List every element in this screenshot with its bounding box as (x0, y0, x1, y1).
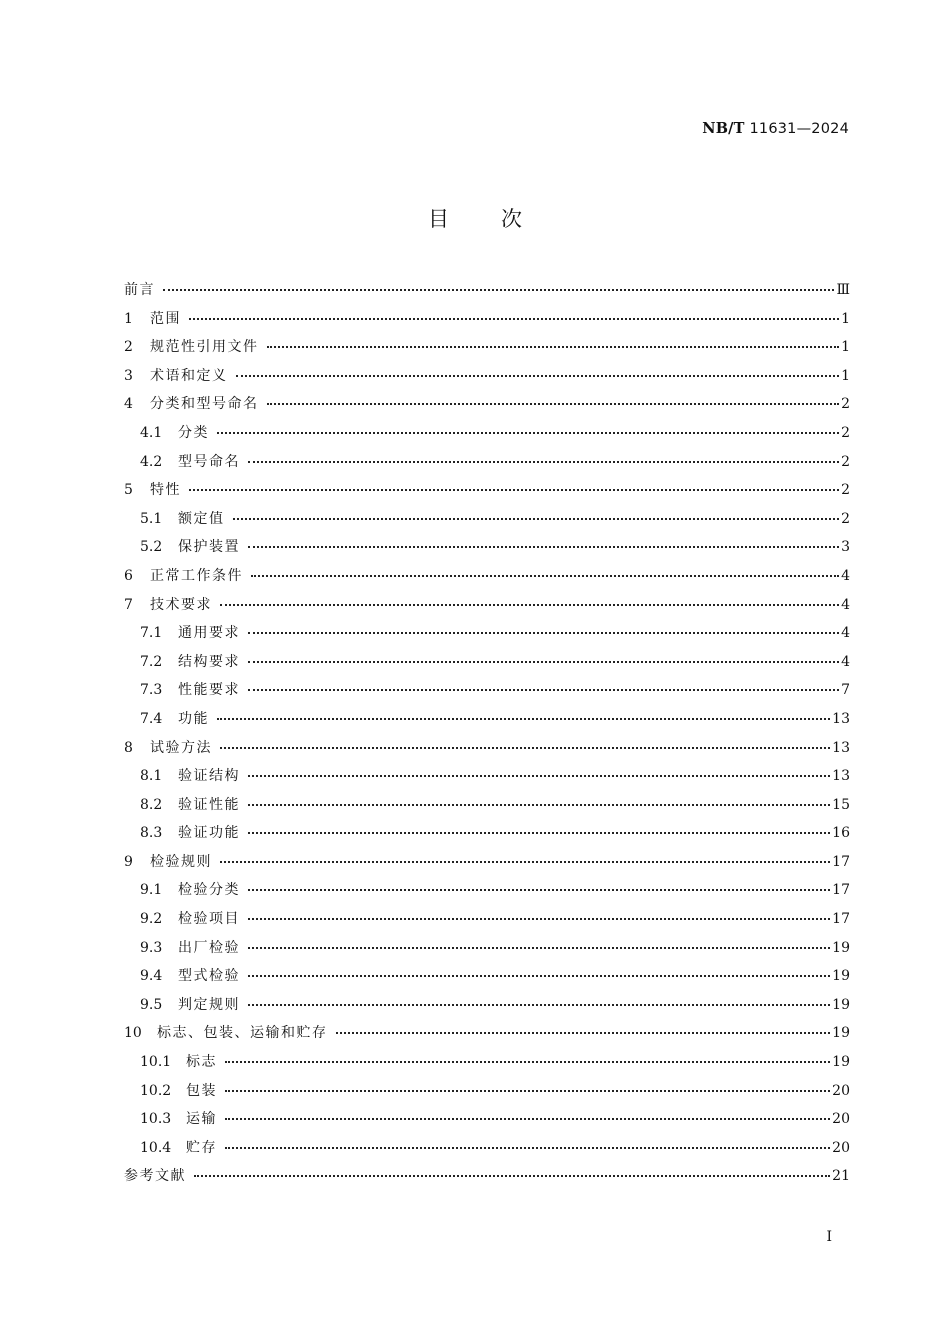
toc-entry[interactable] (124, 708, 850, 737)
toc-entry-number: 10.1 (140, 1054, 172, 1071)
dot-leader (248, 545, 839, 548)
toc-entry-number: 5 (124, 482, 133, 499)
toc-entry[interactable] (124, 822, 850, 851)
toc-entry-number: 3 (124, 367, 133, 384)
toc-entry-label: 检验规则 (150, 853, 212, 870)
toc-entry-label: 运输 (186, 1111, 217, 1128)
toc-entry[interactable] (124, 765, 850, 794)
toc-entry-label: 术语和定义 (150, 367, 228, 384)
toc-entry-label: 特性 (150, 482, 181, 499)
dot-leader (251, 574, 839, 577)
toc-entry-page: 21 (832, 1168, 850, 1185)
toc-entry-page: 16 (832, 825, 850, 842)
toc-entry[interactable] (124, 651, 850, 680)
toc-entry-number: 8 (124, 739, 133, 756)
dot-leader (194, 1174, 830, 1177)
toc-entry[interactable] (124, 1165, 850, 1194)
toc-entry-label: 检验分类 (178, 882, 240, 899)
toc-entry[interactable] (124, 1108, 850, 1137)
toc-entry-number: 4 (124, 396, 133, 413)
toc-entry-label: 验证结构 (178, 768, 240, 785)
toc-entry-page: 13 (832, 768, 850, 785)
toc-entry-number: 5.1 (140, 510, 163, 527)
toc-entry-label: 出厂检验 (178, 939, 240, 956)
toc-entry-label: 试验方法 (150, 739, 212, 756)
toc-entry-label: 规范性引用文件 (150, 339, 259, 356)
toc-entry-page: 20 (832, 1139, 850, 1156)
toc-entry-number: 7.4 (140, 710, 163, 727)
page-folio: I (826, 1229, 832, 1245)
toc-entry-number: 7.2 (140, 653, 163, 670)
dot-leader (248, 803, 830, 806)
dot-leader (220, 860, 830, 863)
toc-entry-page: 1 (841, 339, 850, 356)
toc-entry[interactable] (124, 565, 850, 594)
toc-entry-page: 19 (832, 968, 850, 985)
toc-entry[interactable] (124, 851, 850, 880)
toc-entry[interactable] (124, 508, 850, 537)
dot-leader (233, 517, 840, 520)
toc-entry[interactable] (124, 422, 850, 451)
toc-entry-label: 结构要求 (178, 653, 240, 670)
toc-entry-page: 13 (832, 710, 850, 727)
toc-entry-number: 7.1 (140, 625, 163, 642)
dot-leader (220, 746, 830, 749)
toc-entry[interactable] (124, 1080, 850, 1109)
toc-entry-number: 1 (124, 310, 133, 327)
toc-entry-label: 验证功能 (178, 825, 240, 842)
toc-entry-label: 参考文献 (124, 1168, 186, 1185)
toc-entry-page: 1 (841, 367, 850, 384)
dot-leader (225, 1146, 830, 1149)
dot-leader (248, 460, 839, 463)
toc-entry-number: 8.2 (140, 796, 163, 813)
toc-entry-page: 3 (841, 539, 850, 556)
toc-entry-number: 4.1 (140, 424, 163, 441)
dot-leader (248, 774, 830, 777)
dot-leader (248, 831, 830, 834)
toc-entry-label: 验证性能 (178, 796, 240, 813)
toc-entry-label: 功能 (178, 710, 209, 727)
toc-entry[interactable] (124, 937, 850, 966)
toc-entry[interactable] (124, 279, 850, 308)
dot-leader (248, 631, 839, 634)
toc-entry-label: 型式检验 (178, 968, 240, 985)
toc-entry-number: 6 (124, 567, 133, 584)
dot-leader (217, 717, 830, 720)
toc-entry-label: 前言 (124, 282, 155, 298)
toc-entry-page: 2 (841, 453, 850, 470)
toc-entry-page: 19 (832, 1025, 850, 1042)
toc-entry-number: 9 (124, 853, 133, 870)
dot-leader (225, 1117, 830, 1120)
toc-entry[interactable] (124, 479, 850, 508)
toc-entry-number: 9.1 (140, 882, 163, 899)
toc-entry[interactable] (124, 622, 850, 651)
toc-entry-page: 2 (841, 482, 850, 499)
toc-entry-number: 10.4 (140, 1139, 172, 1156)
toc-entry-page: 19 (832, 939, 850, 956)
toc-entry[interactable] (124, 1137, 850, 1166)
toc-entry-page: 20 (832, 1111, 850, 1128)
toc-entry-page: 19 (832, 1054, 850, 1071)
dot-leader (248, 688, 839, 691)
toc-entry[interactable] (124, 679, 850, 708)
toc-entry[interactable] (124, 536, 850, 565)
toc-entry-page: 13 (832, 739, 850, 756)
toc-entry-number: 9.3 (140, 939, 163, 956)
dot-leader (248, 946, 830, 949)
toc-entry-number: 10.3 (140, 1111, 172, 1128)
toc-entry[interactable] (124, 451, 850, 480)
dot-leader (189, 488, 839, 491)
toc-entry-page: 20 (832, 1082, 850, 1099)
toc-entry-label: 标志 (186, 1054, 217, 1071)
toc-entry-page: 19 (832, 996, 850, 1013)
toc-entry-label: 额定值 (178, 510, 225, 527)
dot-leader (248, 917, 830, 920)
toc-entry[interactable] (124, 393, 850, 422)
toc-entry-page: 15 (832, 796, 850, 813)
toc-entry[interactable] (124, 365, 850, 394)
toc-entry-page: 2 (841, 510, 850, 527)
dot-leader (267, 345, 840, 348)
toc-entry-page: 7 (841, 682, 850, 699)
toc-entry-label: 判定规则 (178, 996, 240, 1013)
toc-entry-page: 17 (832, 911, 850, 928)
toc-entry-number: 9.4 (140, 968, 163, 985)
toc-entry[interactable] (124, 965, 850, 994)
toc-entry-label: 分类和型号命名 (150, 396, 259, 413)
toc-entry-number: 7 (124, 596, 133, 613)
standard-code (702, 120, 849, 137)
table-of-contents (124, 279, 850, 1194)
toc-entry-number: 4.2 (140, 453, 163, 470)
toc-entry-number: 9.5 (140, 996, 163, 1013)
toc-entry-page: 1 (841, 310, 850, 327)
toc-entry[interactable] (124, 1051, 850, 1080)
toc-entry-label: 性能要求 (178, 682, 240, 699)
toc-entry-label: 检验项目 (178, 911, 240, 928)
dot-leader (189, 317, 839, 320)
dot-leader (267, 402, 840, 405)
toc-entry-page: 17 (832, 882, 850, 899)
toc-entry[interactable] (124, 737, 850, 766)
toc-entry-label: 范围 (150, 310, 181, 327)
toc-entry-label: 技术要求 (150, 596, 212, 613)
toc-entry-number: 8.1 (140, 768, 163, 785)
toc-entry-number: 9.2 (140, 911, 163, 928)
toc-entry-page: 4 (841, 625, 850, 642)
dot-leader (236, 374, 840, 377)
toc-entry[interactable] (124, 336, 850, 365)
toc-entry-label: 正常工作条件 (150, 567, 243, 584)
toc-entry-label: 型号命名 (178, 453, 240, 470)
page-title: 目次 (428, 207, 574, 231)
dot-leader (248, 1003, 830, 1006)
toc-entry-number: 10 (124, 1025, 142, 1042)
toc-entry-label: 贮存 (186, 1139, 217, 1156)
toc-entry-number: 10.2 (140, 1082, 172, 1099)
toc-entry-number: 2 (124, 339, 133, 356)
toc-entry-page: 2 (841, 396, 850, 413)
toc-entry[interactable] (124, 794, 850, 823)
dot-leader (163, 288, 834, 291)
toc-entry-page: 4 (841, 653, 850, 670)
toc-entry-page: 4 (841, 596, 850, 613)
toc-entry-page: 4 (841, 567, 850, 584)
toc-entry-page: 2 (841, 424, 850, 441)
toc-entry-number: 5.2 (140, 539, 163, 556)
dot-leader (225, 1060, 830, 1063)
toc-entry-page: 17 (832, 853, 850, 870)
toc-entry-label: 保护装置 (178, 539, 240, 556)
dot-leader (336, 1031, 831, 1034)
toc-entry[interactable] (124, 879, 850, 908)
toc-entry[interactable] (124, 594, 850, 623)
dot-leader (217, 431, 839, 434)
toc-entry-label: 标志、包装、运输和贮存 (157, 1025, 328, 1042)
dot-leader (220, 603, 839, 606)
dot-leader (248, 660, 839, 663)
toc-entry-number: 8.3 (140, 825, 163, 842)
toc-entry[interactable] (124, 308, 850, 337)
toc-entry[interactable] (124, 1022, 850, 1051)
standard-number: 11631—2024 (749, 121, 849, 137)
toc-entry-label: 通用要求 (178, 625, 240, 642)
dot-leader (225, 1089, 830, 1092)
toc-entry[interactable] (124, 908, 850, 937)
toc-entry-number: 7.3 (140, 682, 163, 699)
dot-leader (248, 888, 830, 891)
toc-entry-label: 包装 (186, 1082, 217, 1099)
standard-prefix: NB/T (702, 120, 745, 137)
toc-entry-label: 分类 (178, 424, 209, 441)
toc-entry-page: Ⅲ (836, 282, 850, 298)
toc-entry[interactable] (124, 994, 850, 1023)
dot-leader (248, 974, 830, 977)
